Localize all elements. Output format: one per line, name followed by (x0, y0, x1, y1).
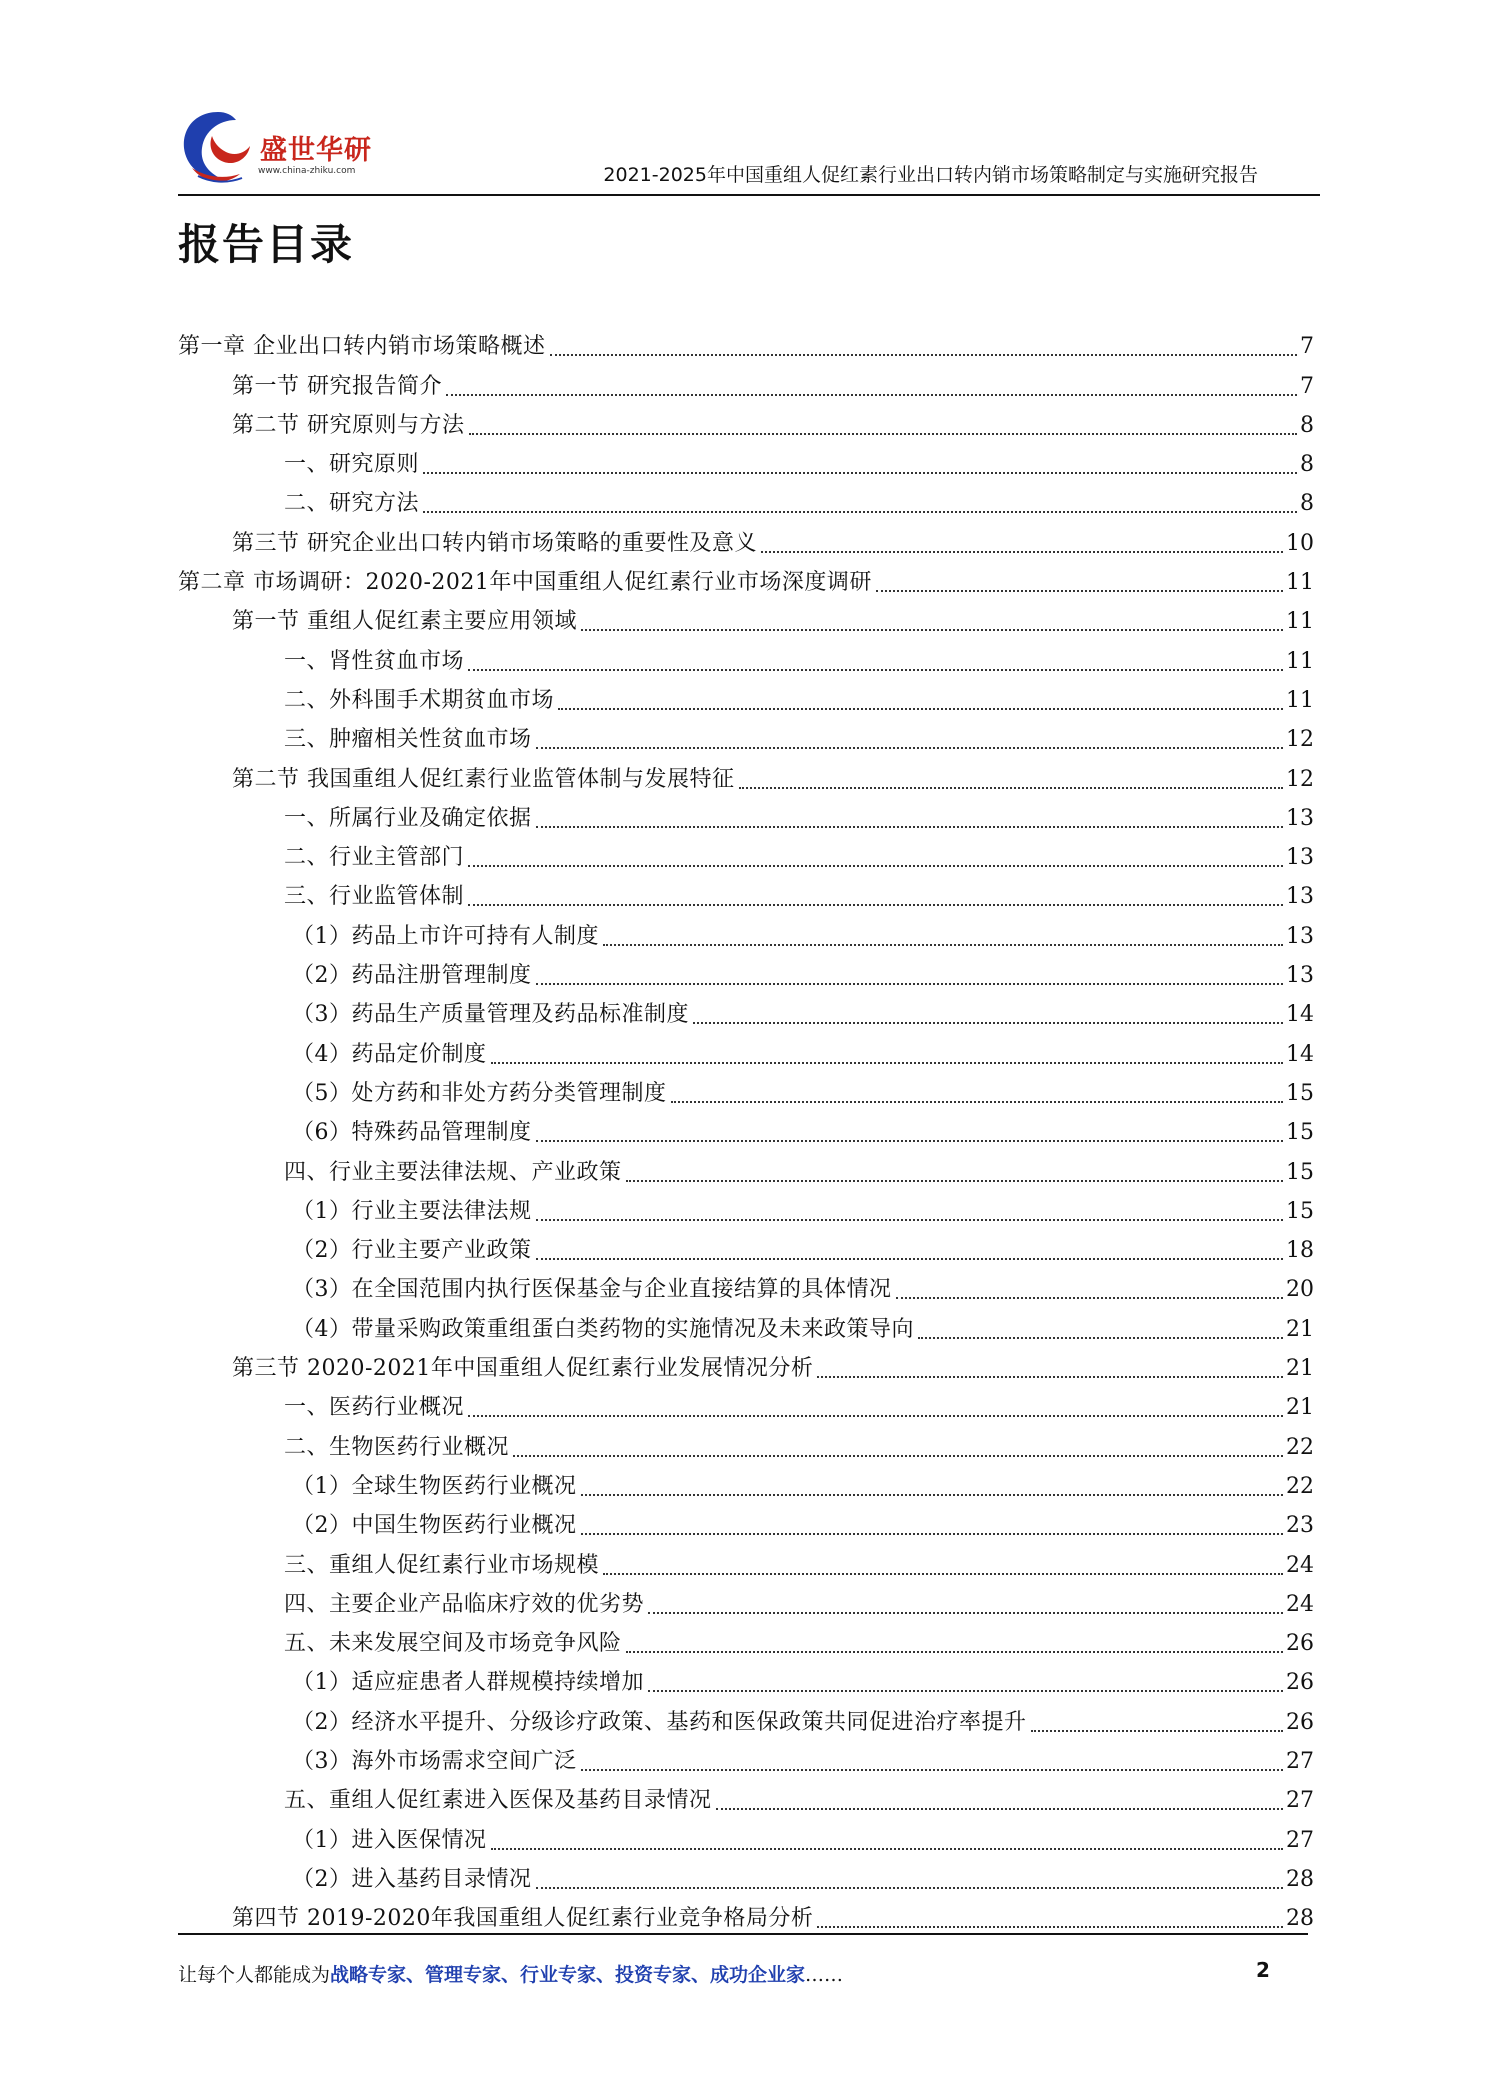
toc-item-label: 第三节 2020-2021年中国重组人促红素行业发展情况分析 (232, 1356, 814, 1382)
footer-slogan-prefix: 让每个人都能成为 (178, 1964, 331, 1986)
toc-item-page: 21 (1286, 1395, 1314, 1421)
toc-leader (468, 904, 1283, 906)
toc-item[interactable] (178, 1270, 1314, 1309)
toc-leader (739, 787, 1284, 789)
toc-item-label: （6）特殊药品管理制度 (292, 1120, 532, 1146)
footer-slogan-suffix: …… (805, 1964, 844, 1986)
footer-slogan-highlight: 战略专家、管理专家、行业专家、投资专家、成功企业家 (330, 1964, 806, 1986)
logo-name: 盛世华研 (260, 135, 372, 166)
toc-leader (603, 944, 1283, 946)
toc-leader (536, 826, 1283, 828)
toc-leader (817, 1376, 1283, 1378)
toc-item-page: 26 (1286, 1670, 1314, 1696)
toc-item-page: 26 (1286, 1709, 1314, 1735)
toc-item-page: 11 (1286, 609, 1314, 635)
toc-item-label: 一、医药行业概况 (284, 1395, 465, 1421)
toc-leader (896, 1297, 1284, 1299)
toc-item-label: 五、重组人促红素进入医保及基药目录情况 (284, 1788, 712, 1814)
toc-item-label: 五、未来发展空间及市场竞争风险 (284, 1631, 622, 1657)
toc-item[interactable] (178, 799, 1314, 838)
toc-item-label: （3）海外市场需求空间广泛 (292, 1748, 577, 1774)
toc-item-page: 8 (1300, 491, 1314, 517)
toc-leader (491, 1062, 1284, 1064)
toc-leader (491, 1848, 1284, 1850)
toc-item-label: 一、肾性贫血市场 (284, 648, 465, 674)
toc-item[interactable] (178, 1349, 1314, 1388)
toc-leader (581, 1494, 1284, 1496)
toc-item-label: 第二章 市场调研：2020-2021年中国重组人促红素行业市场深度调研 (178, 570, 872, 596)
toc-item[interactable] (178, 1192, 1314, 1231)
toc-item-page: 11 (1286, 687, 1314, 713)
toc-item-label: （1）药品上市许可持有人制度 (292, 923, 599, 949)
toc-item-label: 第二节 研究原则与方法 (232, 412, 465, 438)
toc-item-label: 四、主要企业产品临床疗效的优劣势 (284, 1591, 645, 1617)
toc-item-page: 13 (1286, 963, 1314, 989)
toc-item[interactable] (178, 1545, 1314, 1584)
toc-item-page: 14 (1286, 1002, 1314, 1028)
toc-item-page: 11 (1286, 648, 1314, 674)
toc-item-label: 第三节 研究企业出口转内销市场策略的重要性及意义 (232, 530, 757, 556)
toc-item[interactable] (178, 406, 1314, 445)
toc-item[interactable] (178, 956, 1314, 995)
toc-leader (1031, 1730, 1284, 1732)
toc-item[interactable] (178, 1231, 1314, 1270)
toc-leader (536, 1258, 1284, 1260)
toc-item-page: 8 (1300, 452, 1314, 478)
toc-leader (648, 1612, 1283, 1614)
toc-item[interactable] (178, 1388, 1314, 1427)
toc-leader (581, 1533, 1284, 1535)
toc-item-label: （1）适应症患者人群规模持续增加 (292, 1670, 644, 1696)
toc-item[interactable] (178, 484, 1314, 523)
toc-item-label: （2）进入基药目录情况 (292, 1866, 532, 1892)
toc-item-label: 四、行业主要法律法规、产业政策 (284, 1159, 622, 1185)
toc-leader (536, 1887, 1284, 1889)
toc-leader (558, 708, 1283, 710)
toc-item-page: 8 (1300, 412, 1314, 438)
toc-item[interactable] (178, 523, 1314, 562)
toc-item[interactable] (178, 838, 1314, 877)
toc-item-page: 13 (1286, 884, 1314, 910)
toc-leader (626, 1180, 1283, 1182)
toc-item[interactable] (178, 1742, 1314, 1781)
toc-item[interactable] (178, 1820, 1314, 1859)
toc-leader (581, 1769, 1284, 1771)
toc-leader (468, 669, 1283, 671)
footer-slogan (178, 1960, 843, 1987)
toc-item-label: 二、生物医药行业概况 (284, 1434, 510, 1460)
toc-item[interactable] (178, 1074, 1314, 1113)
toc-item-page: 15 (1286, 1120, 1314, 1146)
toc-item-page: 15 (1286, 1159, 1314, 1185)
toc-item-label: 二、研究方法 (284, 491, 420, 517)
toc-item-page: 12 (1286, 766, 1314, 792)
toc-item-label: （4）药品定价制度 (292, 1041, 487, 1067)
page-header (178, 98, 1320, 196)
toc-item-label: （1）行业主要法律法规 (292, 1198, 532, 1224)
toc-item-page: 28 (1286, 1906, 1314, 1932)
toc-item[interactable] (178, 1506, 1314, 1545)
toc-item[interactable] (178, 916, 1314, 955)
toc-leader (603, 1573, 1283, 1575)
logo-swirl-icon (178, 106, 258, 190)
toc-leader (536, 983, 1284, 985)
toc-item[interactable] (178, 1624, 1314, 1663)
toc-leader (817, 1926, 1283, 1928)
toc-item[interactable] (178, 1585, 1314, 1624)
toc-leader (423, 511, 1297, 513)
toc-leader (581, 629, 1283, 631)
toc-item-label: 二、行业主管部门 (284, 845, 465, 871)
toc-item-label: （1）全球生物医药行业概况 (292, 1473, 577, 1499)
toc-item-page: 18 (1286, 1238, 1314, 1264)
toc-leader (468, 865, 1283, 867)
toc-item-page: 28 (1286, 1866, 1314, 1892)
toc-item-label: 一、研究原则 (284, 452, 420, 478)
toc-item-label: （2）中国生物医药行业概况 (292, 1513, 577, 1539)
toc-leader (918, 1337, 1283, 1339)
toc-leader (469, 433, 1298, 435)
toc-leader (536, 747, 1283, 749)
toc-item-page: 21 (1286, 1316, 1314, 1342)
report-title: 2021-2025年中国重组人促红素行业出口转内销市场策略制定与实施研究报告 (603, 164, 1258, 186)
toc-item-label: 一、所属行业及确定依据 (284, 805, 532, 831)
page-title: 报告目录 (178, 220, 355, 269)
toc-item-page: 11 (1286, 570, 1314, 596)
toc-item[interactable] (178, 1467, 1314, 1506)
toc-item-page: 24 (1286, 1591, 1314, 1617)
toc-item[interactable] (178, 720, 1314, 759)
toc-item-label: 第四节 2019-2020年我国重组人促红素行业竞争格局分析 (232, 1906, 814, 1932)
toc-item[interactable] (178, 1427, 1314, 1466)
toc-item-page: 21 (1286, 1356, 1314, 1382)
toc-item-label: （1）进入医保情况 (292, 1827, 487, 1853)
toc-leader (423, 472, 1297, 474)
toc-item[interactable] (178, 445, 1314, 484)
toc-item-page: 13 (1286, 805, 1314, 831)
toc-item[interactable] (178, 1702, 1314, 1741)
toc-item[interactable] (178, 1152, 1314, 1191)
toc-item[interactable] (178, 759, 1314, 798)
toc-leader (550, 354, 1298, 356)
toc-item-page: 15 (1286, 1080, 1314, 1106)
toc-item-label: （5）处方药和非处方药分类管理制度 (292, 1080, 667, 1106)
toc-item-page: 10 (1286, 530, 1314, 556)
toc-item-label: 第一节 重组人促红素主要应用领域 (232, 609, 577, 635)
toc-item[interactable] (178, 641, 1314, 680)
toc-item[interactable] (178, 602, 1314, 641)
table-of-contents (178, 327, 1314, 1938)
toc-item-page: 12 (1286, 727, 1314, 753)
toc-leader (648, 1690, 1283, 1692)
toc-leader (716, 1808, 1283, 1810)
toc-item[interactable] (178, 877, 1314, 916)
toc-item-label: （2）经济水平提升、分级诊疗政策、基药和医保政策共同促进治疗率提升 (292, 1709, 1027, 1735)
toc-item-page: 22 (1286, 1434, 1314, 1460)
header-divider (178, 194, 1320, 196)
toc-item[interactable] (178, 681, 1314, 720)
toc-item-page: 13 (1286, 845, 1314, 871)
toc-item[interactable] (178, 1113, 1314, 1152)
toc-item-label: （3）药品生产质量管理及药品标准制度 (292, 1002, 689, 1028)
toc-item[interactable] (178, 1663, 1314, 1702)
toc-item[interactable] (178, 1309, 1314, 1348)
toc-item-label: 三、重组人促红素行业市场规模 (284, 1552, 600, 1578)
toc-item-label: 第一节 研究报告简介 (232, 373, 442, 399)
toc-item-page: 14 (1286, 1041, 1314, 1067)
toc-leader (536, 1140, 1284, 1142)
page-number: 2 (1256, 1958, 1270, 1982)
toc-item[interactable] (178, 366, 1314, 405)
toc-item-page: 13 (1286, 923, 1314, 949)
company-logo (178, 106, 408, 190)
toc-item-page: 15 (1286, 1198, 1314, 1224)
toc-item-page: 7 (1300, 373, 1314, 399)
toc-leader (446, 394, 1297, 396)
toc-leader (536, 1219, 1284, 1221)
toc-item-label: （2）药品注册管理制度 (292, 963, 532, 989)
toc-item[interactable] (178, 1860, 1314, 1899)
toc-item-page: 27 (1286, 1827, 1314, 1853)
toc-item-page: 26 (1286, 1631, 1314, 1657)
toc-leader (468, 1415, 1283, 1417)
toc-leader (693, 1022, 1283, 1024)
toc-item[interactable] (178, 995, 1314, 1034)
toc-item[interactable] (178, 327, 1314, 366)
toc-item-label: （4）带量采购政策重组蛋白类药物的实施情况及未来政策导向 (292, 1316, 914, 1342)
toc-item-page: 24 (1286, 1552, 1314, 1578)
toc-item[interactable] (178, 1034, 1314, 1073)
toc-item-label: 第一章 企业出口转内销市场策略概述 (178, 334, 546, 360)
toc-leader (761, 551, 1283, 553)
toc-item-label: （3）在全国范围内执行医保基金与企业直接结算的具体情况 (292, 1277, 892, 1303)
toc-item-label: 第二节 我国重组人促红素行业监管体制与发展特征 (232, 766, 735, 792)
toc-item-label: （2）行业主要产业政策 (292, 1238, 532, 1264)
toc-leader (671, 1101, 1284, 1103)
logo-url: www.china-zhiku.com (258, 166, 356, 176)
toc-item-label: 二、外科围手术期贫血市场 (284, 687, 555, 713)
footer-divider (178, 1933, 1308, 1935)
toc-item-page: 27 (1286, 1748, 1314, 1774)
toc-leader (876, 590, 1283, 592)
toc-item-page: 7 (1300, 334, 1314, 360)
toc-leader (626, 1651, 1283, 1653)
toc-item-page: 27 (1286, 1788, 1314, 1814)
toc-item-label: 三、行业监管体制 (284, 884, 465, 910)
toc-item-page: 23 (1286, 1513, 1314, 1539)
toc-item-label: 三、肿瘤相关性贫血市场 (284, 727, 532, 753)
toc-item[interactable] (178, 563, 1314, 602)
toc-item-page: 22 (1286, 1473, 1314, 1499)
toc-leader (513, 1455, 1283, 1457)
toc-item[interactable] (178, 1781, 1314, 1820)
toc-item-page: 20 (1286, 1277, 1314, 1303)
